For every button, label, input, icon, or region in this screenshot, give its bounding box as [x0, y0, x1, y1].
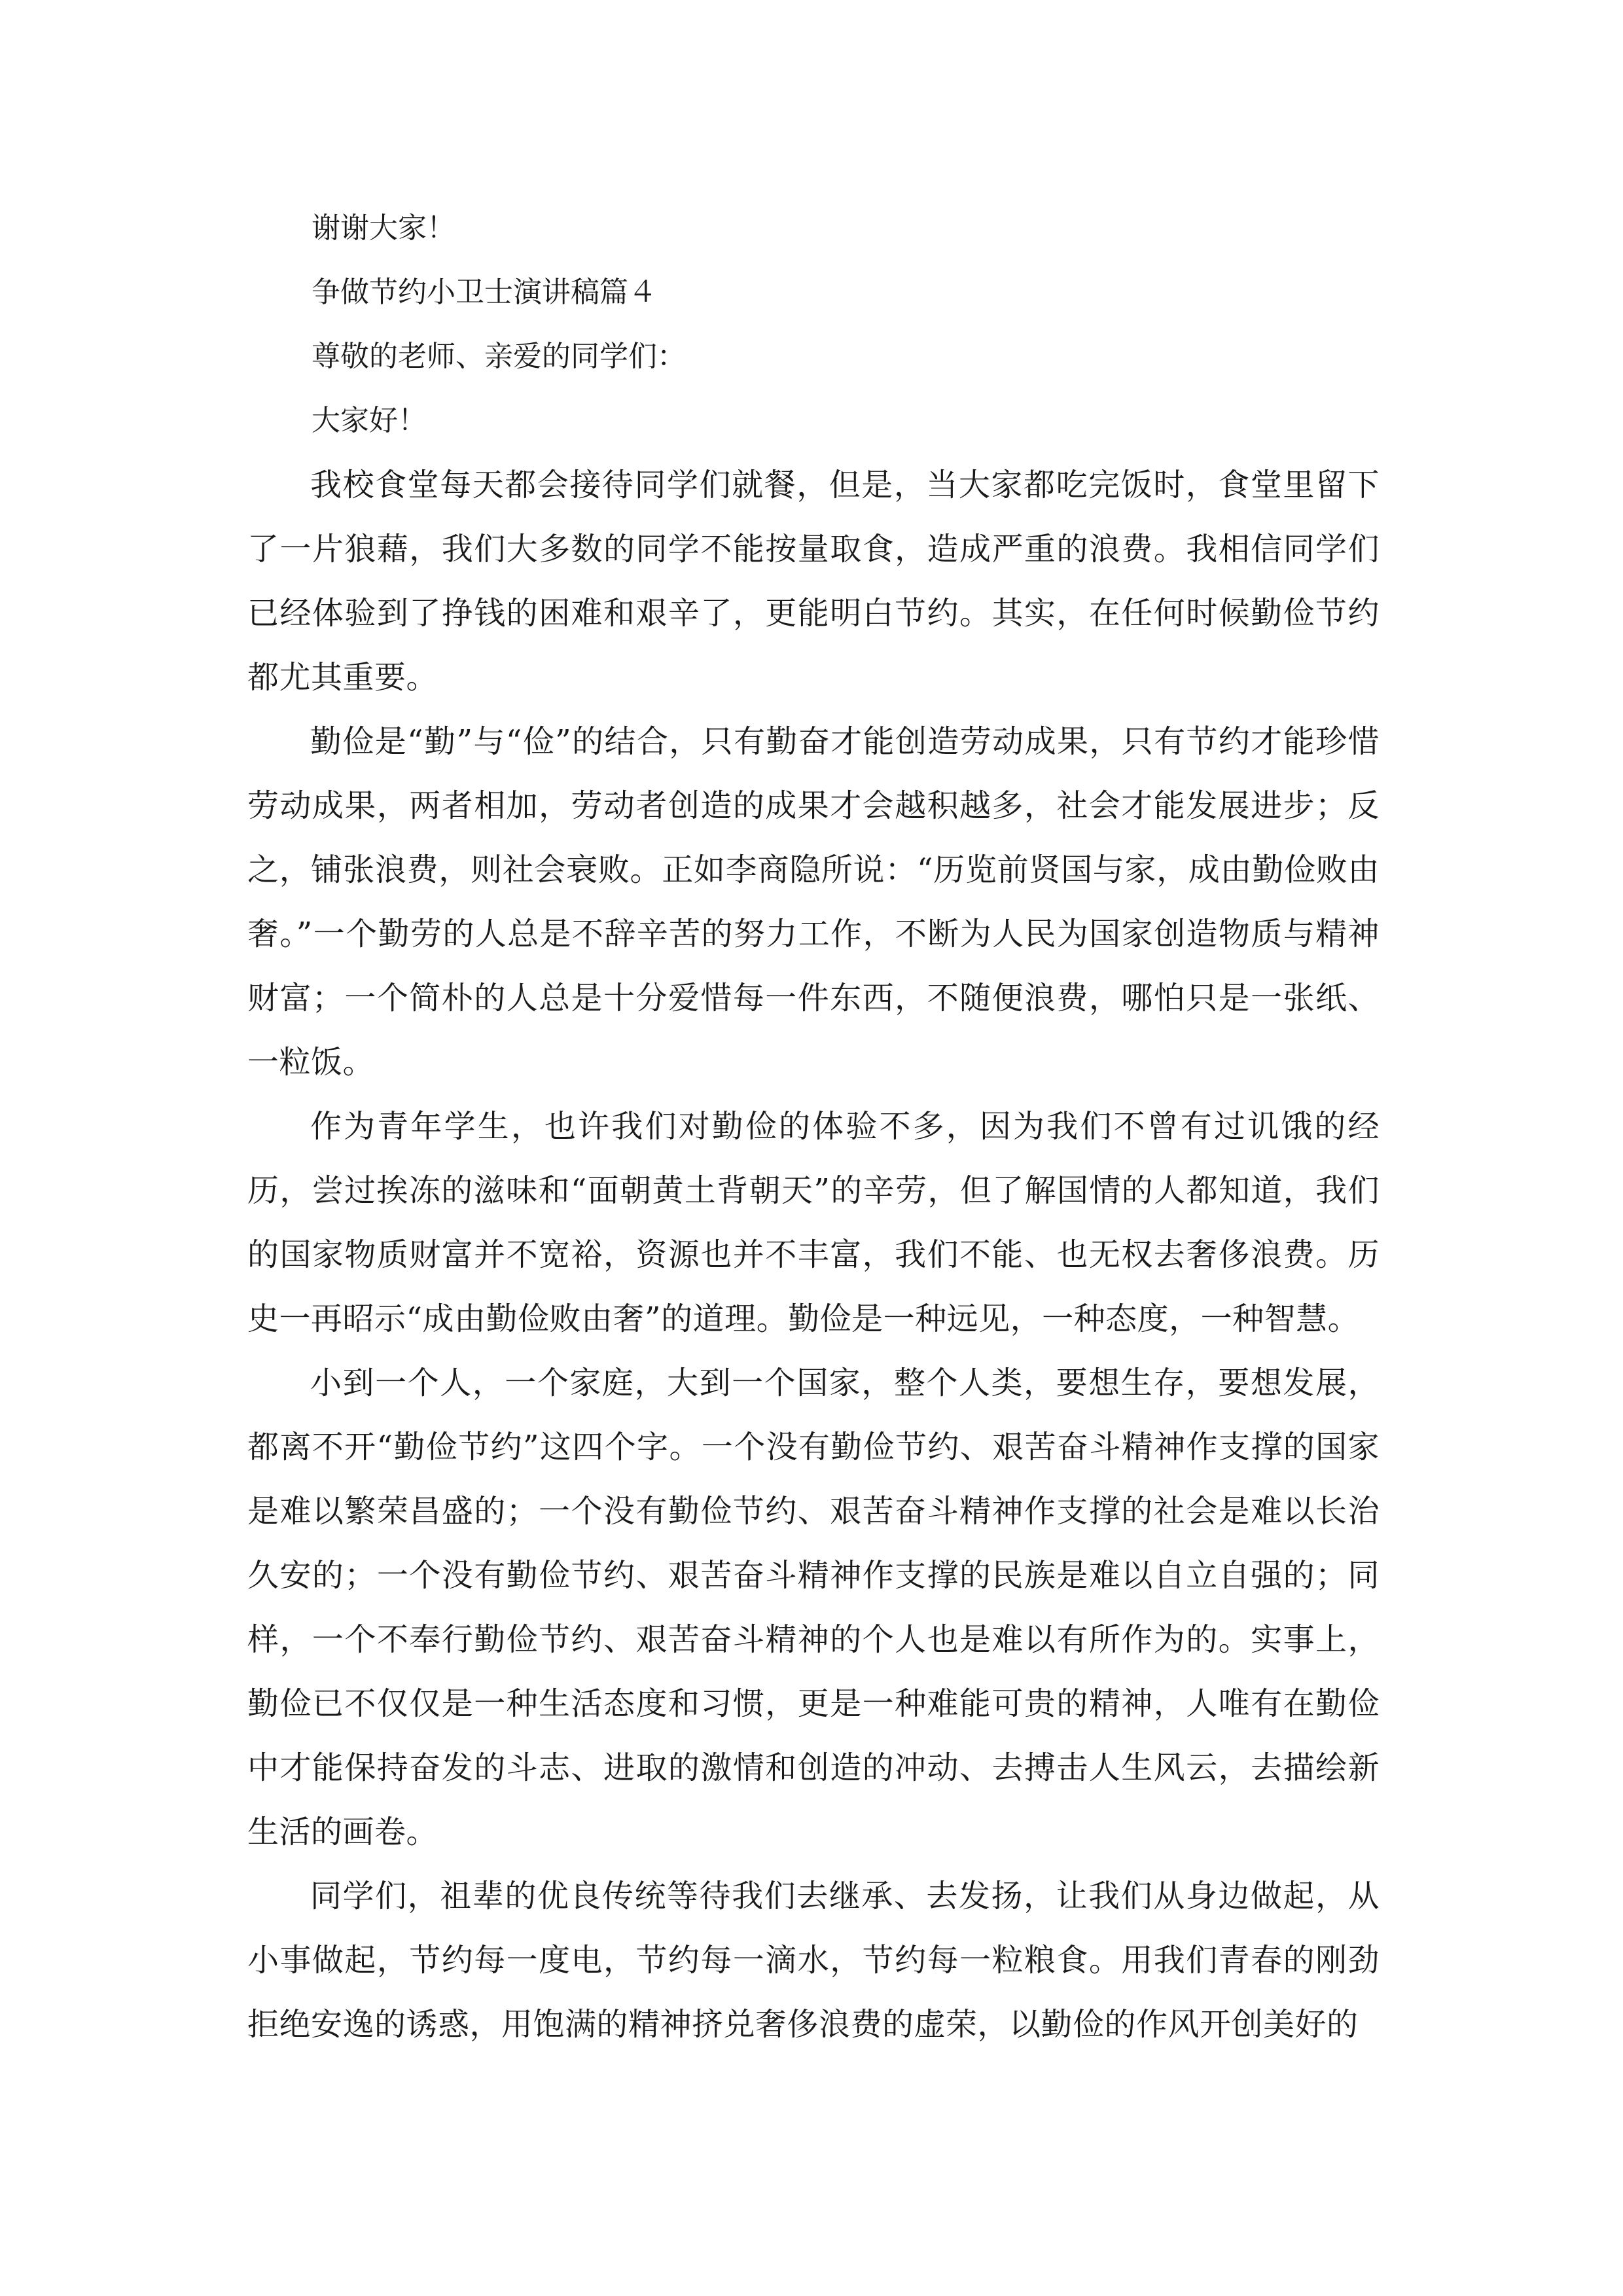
paragraph-diligence-thrift: 勤俭是“勤”与“俭”的结合，只有勤奋才能创造劳动成果，只有节约才能珍惜劳动成果，两者相加，劳动者创造的成果才会越积越多，社会才能发展进步；反之，铺张浪费，则社会衰败。正如李商隐所说：“历览前贤国与家，成由勤俭败由奢。”一个勤劳的人总是不辞辛苦的努力工作，不断为人民为国家创造物质与精神财富；一个简朴的人总是十分爱惜每一件东西，不随便浪费，哪怕只是一张纸、一粒饭。 — [247, 723, 1380, 1081]
document-page — [247, 196, 1380, 2056]
salutation: 尊敬的老师、亲爱的同学们： — [312, 340, 686, 373]
paragraph-call-to-action: 同学们，祖辈的优良传统等待我们去继承、去发扬，让我们从身边做起，从小事做起，节约每一度电，节约每一滴水，节约每一粒粮食。用我们青春的刚劲拒绝安逸的诱惑，用饱满的精神挤兑奢侈浪费的虚荣，以勤俭的作风开创美好的 — [247, 1878, 1380, 2043]
paragraph-canteen-waste: 我校食堂每天都会接待同学们就餐，但是，当大家都吃完饭时，食堂里留下了一片狼藉，我们大多数的同学不能按量取食，造成严重的浪费。我相信同学们已经体验到了挣钱的困难和艰辛了，更能明白节约。其实，在任何时候勤俭节约都尤其重要。 — [247, 467, 1380, 696]
paragraph-youth-students: 作为青年学生，也许我们对勤俭的体验不多，因为我们不曾有过讥饿的经历，尝过挨冻的滋味和“面朝黄土背朝天”的辛劳，但了解国情的人都知道，我们的国家物质财富并不宽裕，资源也并不丰富，我们不能、也无权去奢侈浪费。历史一再昭示“成由勤俭败由奢”的道理。勤俭是一种远见，一种态度，一种智慧。 — [247, 1108, 1380, 1337]
greeting: 大家好！ — [312, 404, 427, 437]
closing-thanks: 谢谢大家！ — [312, 211, 455, 245]
paragraph-nation-and-person: 小到一个人，一个家庭，大到一个国家，整个人类，要想生存，要想发展，都离不开“勤俭节约”这四个字。一个没有勤俭节约、艰苦奋斗精神作支撑的国家是难以繁荣昌盛的；一个没有勤俭节约、艰苦奋斗精神作支撑的社会是难以长治久安的；一个没有勤俭节约、艰苦奋斗精神作支撑的民族是难以自立自强的；同样，一个不奉行勤俭节约、艰苦奋斗精神的个人也是难以有所作为的。实事上，勤俭已不仅仅是一种生活态度和习惯，更是一种难能可贵的精神，人唯有在勤俭中才能保持奋发的斗志、进取的激情和创造的冲动、去搏击人生风云，去描绘新生活的画卷。 — [247, 1365, 1380, 1850]
speech-title: 争做节约小卫士演讲稿篇４ — [312, 276, 657, 309]
